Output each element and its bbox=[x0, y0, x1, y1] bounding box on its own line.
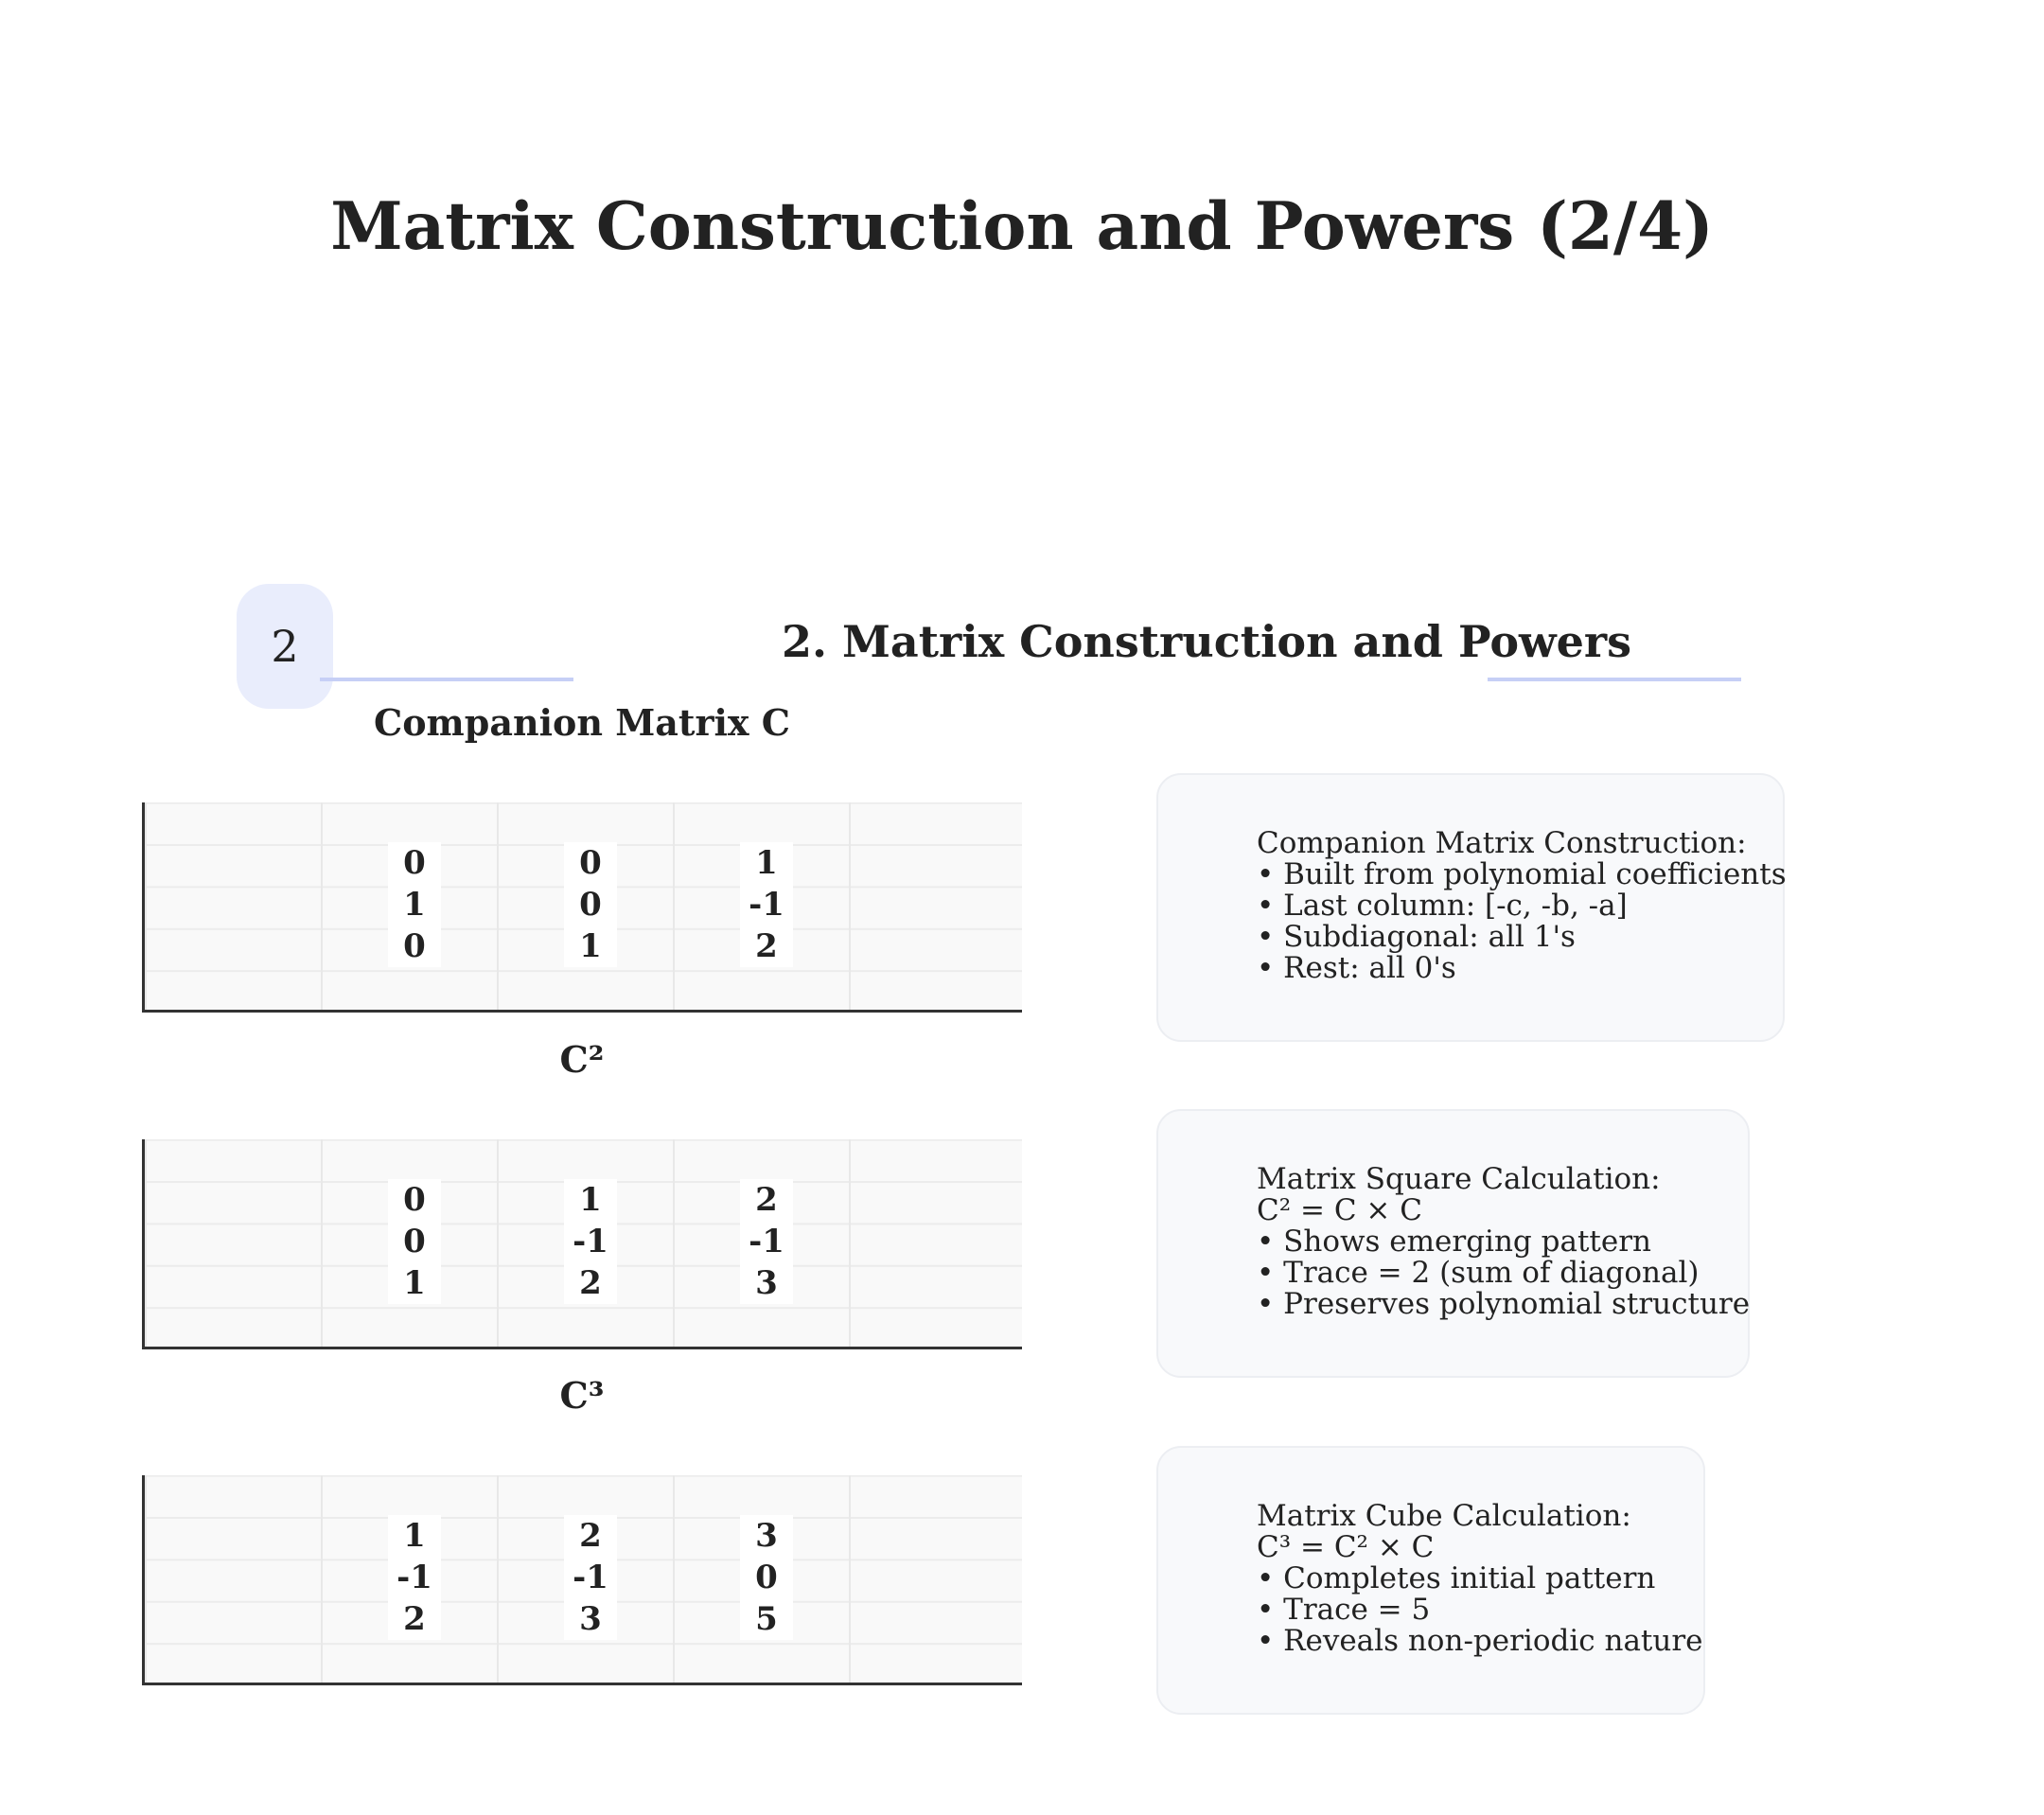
matrix-cell: 1 bbox=[388, 1262, 441, 1304]
note-text: Companion Matrix Construction: • Built from polynomial coefficients • Last column: [-c, -b, -a] • Subdiagonal: all 1's • Rest: all 0's bbox=[1257, 826, 1787, 985]
matrix-cell: 2 bbox=[388, 1598, 441, 1640]
note-text: Matrix Cube Calculation: C³ = C² × C • Completes initial pattern • Trace = 5 • Reveals non-periodic nature bbox=[1257, 1499, 1703, 1658]
matrix-cell: 0 bbox=[388, 925, 441, 967]
matrix-cell: -1 bbox=[740, 884, 793, 925]
matrix-label-c-cubed: C³ bbox=[559, 1374, 605, 1417]
matrix-cell: 3 bbox=[740, 1515, 793, 1557]
matrix-panel-c bbox=[142, 802, 1022, 1013]
matrix-cell: 2 bbox=[564, 1515, 617, 1557]
matrix-cell: -1 bbox=[564, 1221, 617, 1262]
matrix-cell: 1 bbox=[740, 842, 793, 884]
note-text: Matrix Square Calculation: C² = C × C • Shows emerging pattern • Trace = 2 (sum of diagonal) • Preserves polynomial structure bbox=[1257, 1162, 1751, 1321]
matrix-cell: -1 bbox=[388, 1557, 441, 1598]
matrix-cell: 0 bbox=[388, 1179, 441, 1221]
section-rule-right bbox=[1488, 678, 1741, 681]
matrix-cell: 2 bbox=[740, 925, 793, 967]
matrix-panel-c-squared bbox=[142, 1139, 1022, 1349]
note-card-cube bbox=[1156, 1446, 1705, 1715]
matrix-cell: -1 bbox=[564, 1557, 617, 1598]
page-title: Matrix Construction and Powers (2/4) bbox=[330, 188, 1714, 265]
section-rule-left bbox=[320, 678, 573, 681]
matrix-cell: 0 bbox=[388, 1221, 441, 1262]
note-card-square bbox=[1156, 1109, 1750, 1378]
matrix-cell: 0 bbox=[388, 842, 441, 884]
matrix-panel-c-cubed bbox=[142, 1475, 1022, 1685]
matrix-cell: 3 bbox=[564, 1598, 617, 1640]
matrix-cell: 1 bbox=[388, 1515, 441, 1557]
note-card-construction bbox=[1156, 773, 1785, 1042]
matrix-cell: 3 bbox=[740, 1262, 793, 1304]
matrix-cell: 1 bbox=[388, 884, 441, 925]
matrix-cell: 1 bbox=[564, 1179, 617, 1221]
section-number-badge: 2 bbox=[237, 584, 333, 709]
matrix-cell: 0 bbox=[564, 884, 617, 925]
matrix-cell: 2 bbox=[564, 1262, 617, 1304]
matrix-cell: 0 bbox=[564, 842, 617, 884]
matrix-cell: 5 bbox=[740, 1598, 793, 1640]
matrix-label-c: Companion Matrix C bbox=[373, 701, 791, 744]
section-title: 2. Matrix Construction and Powers bbox=[781, 616, 1632, 667]
matrix-cell: 1 bbox=[564, 925, 617, 967]
matrix-cell: 2 bbox=[740, 1179, 793, 1221]
matrix-cell: 0 bbox=[740, 1557, 793, 1598]
matrix-label-c-squared: C² bbox=[559, 1038, 605, 1081]
matrix-cell: -1 bbox=[740, 1221, 793, 1262]
